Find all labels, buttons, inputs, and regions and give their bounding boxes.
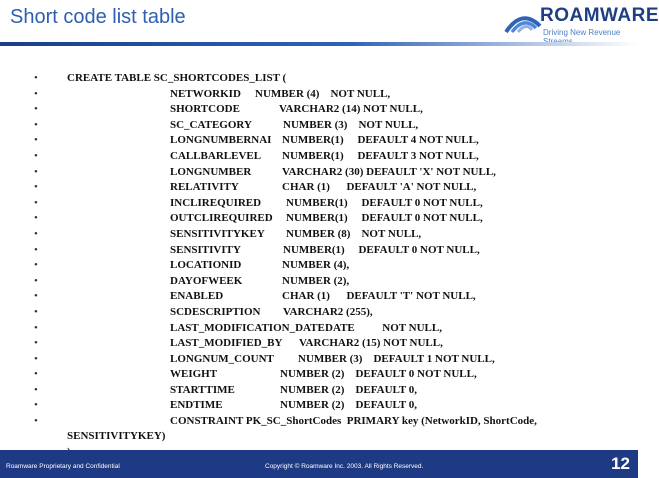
column-definition: NUMBER (3) NOT NULL,	[283, 118, 419, 131]
column-definition: NUMBER(1) DEFAULT 0 NOT NULL,	[286, 212, 483, 225]
bullet-icon: •	[34, 103, 38, 116]
constraint-text-continued: SENSITIVITYKEY)	[67, 430, 166, 443]
footer-confidential: Roamware Proprietary and Confidential	[6, 463, 120, 470]
bullet-icon: •	[34, 290, 38, 303]
column-definition: NUMBER (2) DEFAULT 0,	[280, 399, 418, 412]
bullet-icon: •	[34, 165, 38, 178]
code-line-column	[0, 305, 638, 321]
code-line-column	[0, 118, 638, 134]
page-title: Short code list table	[10, 6, 186, 28]
column-name: ENABLED	[170, 290, 224, 303]
column-definition: CHAR (1) DEFAULT 'T' NOT NULL,	[282, 290, 476, 303]
bullet-icon: •	[34, 368, 38, 381]
column-definition: NUMBER (4) NOT NULL,	[255, 87, 391, 100]
code-line-create	[0, 71, 638, 87]
column-name: LOCATIONID	[170, 259, 242, 272]
column-definition: CHAR (1) DEFAULT 'A' NOT NULL,	[282, 181, 477, 194]
column-name: STARTTIME	[170, 383, 235, 396]
column-name: LONGNUMBER	[170, 165, 252, 178]
column-definition: VARCHAR2 (255),	[283, 305, 373, 318]
column-name: LAST_MODIFIED_BY	[170, 337, 283, 350]
logo-tagline: Driving New Revenue	[543, 28, 621, 37]
create-statement: CREATE TABLE SC_SHORTCODES_LIST (	[67, 72, 287, 84]
bullet-icon: •	[34, 212, 38, 225]
column-definition: NUMBER (4),	[282, 259, 350, 272]
title-divider	[0, 42, 638, 46]
bullet-icon: •	[34, 87, 38, 100]
bullet-icon: •	[34, 149, 38, 162]
bullet-icon: •	[34, 352, 38, 365]
footer-copyright: Copyright © Roamware Inc. 2003. All Rights Reserved.	[265, 463, 424, 470]
constraint-text: CONSTRAINT PK_SC_ShortCodes PRIMARY key (NetworkID, ShortCode,	[170, 415, 537, 428]
sql-code-list	[0, 71, 638, 461]
code-line-column	[0, 102, 638, 118]
bullet-icon: •	[34, 134, 38, 147]
column-definition: NUMBER(1) DEFAULT 0 NOT NULL,	[283, 243, 480, 256]
column-name: SCDESCRIPTION	[170, 305, 261, 318]
column-name: SC_CATEGORY	[170, 118, 252, 131]
bullet-icon: •	[34, 118, 38, 131]
page-number: 12	[611, 454, 630, 473]
bullet-icon: •	[34, 227, 38, 240]
column-definition: NUMBER(1) DEFAULT 3 NOT NULL,	[282, 149, 479, 162]
column-name: DAYOFWEEK	[170, 274, 243, 287]
code-line-column	[0, 180, 638, 196]
column-definition: NUMBER(1) DEFAULT 4 NOT NULL,	[282, 134, 479, 147]
code-line-column	[0, 196, 638, 212]
code-line-column	[0, 367, 638, 383]
code-line-column	[0, 289, 638, 305]
logo-brand: ROAMWARE	[540, 5, 659, 26]
column-name: SENSITIVITYKEY	[170, 227, 265, 240]
column-definition: NUMBER(1) DEFAULT 0 NOT NULL,	[286, 196, 483, 209]
bullet-icon: •	[34, 399, 38, 412]
column-name: LONGNUMBERNAI	[170, 134, 272, 147]
column-definition: VARCHAR2 (30) DEFAULT 'X' NOT NULL,	[282, 165, 496, 178]
code-line-column	[0, 149, 638, 165]
column-name: LONGNUM_COUNT	[170, 352, 274, 365]
bullet-icon: •	[34, 383, 38, 396]
column-definition: NUMBER (8) NOT NULL,	[286, 227, 422, 240]
bullet-icon: •	[34, 274, 38, 287]
bullet-icon: •	[34, 415, 38, 428]
code-line-column	[0, 211, 638, 227]
code-line-column	[0, 243, 638, 259]
roamware-logo	[498, 2, 659, 42]
code-line-column	[0, 227, 638, 243]
column-definition: DATE NOT NULL,	[325, 321, 442, 334]
signal-waves-icon	[502, 4, 542, 34]
code-line-column	[0, 398, 638, 414]
bullet-icon: •	[34, 243, 38, 256]
bullet-icon: •	[34, 181, 38, 194]
code-line-constraint	[0, 414, 638, 445]
column-definition: NUMBER (2) DEFAULT 0,	[280, 383, 418, 396]
column-name: WEIGHT	[170, 368, 218, 381]
column-name: SHORTCODE	[170, 103, 240, 116]
column-definition: VARCHAR2 (14) NOT NULL,	[279, 103, 423, 116]
column-name: ENDTIME	[170, 399, 223, 412]
column-name: NETWORKID	[170, 87, 241, 100]
code-line-column	[0, 165, 638, 181]
bullet-icon: •	[34, 337, 38, 350]
column-name: LAST_MODIFICATION_DATE	[170, 321, 325, 334]
footer-bar	[0, 450, 638, 478]
code-line-column	[0, 258, 638, 274]
bullet-icon: •	[34, 321, 38, 334]
column-name: RELATIVITY	[170, 181, 239, 194]
bullet-icon: •	[34, 305, 38, 318]
code-line-column	[0, 352, 638, 368]
code-line-column	[0, 321, 638, 337]
bullet-icon: •	[34, 72, 38, 84]
bullet-icon: •	[34, 259, 38, 272]
column-name: OUTCLIREQUIRED	[170, 212, 273, 225]
column-name: SENSITIVITY	[170, 243, 241, 256]
bullet-icon: •	[34, 196, 38, 209]
column-definition: NUMBER (2),	[282, 274, 350, 287]
column-definition: NUMBER (3) DEFAULT 1 NOT NULL,	[298, 352, 495, 365]
code-line-column	[0, 87, 638, 103]
column-name: INCLIREQUIRED	[170, 196, 262, 209]
column-definition: NUMBER (2) DEFAULT 0 NOT NULL,	[280, 368, 477, 381]
code-line-column	[0, 383, 638, 399]
code-line-column	[0, 133, 638, 149]
code-line-column	[0, 336, 638, 352]
column-definition: VARCHAR2 (15) NOT NULL,	[299, 337, 443, 350]
code-line-column	[0, 274, 638, 290]
column-name: CALLBARLEVEL	[170, 149, 262, 162]
